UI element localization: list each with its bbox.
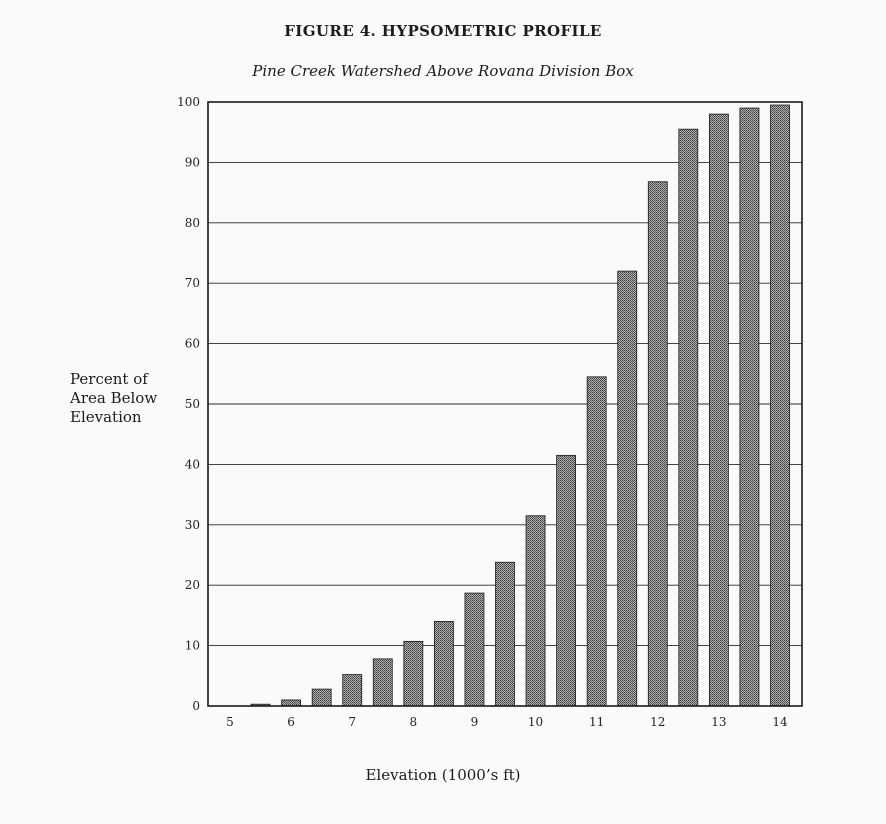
x-tick-layer [226, 715, 788, 729]
bar-layer [251, 105, 789, 706]
x-tick-label: 6 [287, 715, 295, 729]
bar [771, 105, 790, 706]
y-tick-label: 80 [184, 215, 200, 230]
bar [709, 114, 728, 706]
y-axis-label-line-1: Percent of [70, 370, 148, 388]
bar [373, 659, 392, 706]
x-tick-label: 13 [711, 715, 727, 729]
bar [740, 108, 759, 706]
y-tick-label: 90 [184, 155, 200, 170]
bar [526, 516, 545, 706]
bar [679, 129, 698, 706]
bar [587, 377, 606, 706]
y-axis-label-line-2: Area Below [70, 389, 158, 407]
x-tick-label: 11 [589, 715, 605, 729]
y-tick-layer [177, 95, 200, 713]
y-tick-label: 0 [192, 699, 200, 713]
chart-title: FIGURE 4. HYPSOMETRIC PROFILE [284, 22, 602, 40]
y-tick-label: 50 [184, 397, 200, 411]
y-tick-label: 40 [184, 457, 200, 472]
x-axis-label: Elevation (1000’s ft) [365, 766, 521, 784]
y-tick-label: 20 [184, 578, 200, 593]
bar [282, 700, 301, 706]
y-tick-label: 70 [184, 276, 200, 291]
x-tick-label: 5 [226, 715, 234, 729]
x-tick-label: 8 [409, 715, 418, 729]
x-tick-label: 10 [527, 715, 544, 729]
x-tick-label: 14 [772, 715, 788, 729]
bar [557, 455, 576, 706]
y-tick-label: 10 [184, 638, 200, 653]
x-tick-label: 12 [650, 715, 666, 729]
bar [343, 675, 362, 706]
bar [434, 621, 453, 706]
bar [618, 271, 637, 706]
y-tick-label: 30 [184, 517, 200, 532]
x-tick-label: 7 [348, 715, 357, 729]
bar [312, 689, 331, 706]
bar [465, 593, 484, 706]
y-tick-label: 100 [177, 95, 200, 109]
bar [648, 182, 667, 706]
y-tick-label: 60 [184, 336, 200, 351]
bar [404, 641, 423, 706]
chart-subtitle: Pine Creek Watershed Above Rovana Division Box [252, 62, 634, 80]
y-axis-label-line-3: Elevation [70, 408, 142, 426]
bar [496, 562, 515, 706]
x-tick-label: 9 [470, 715, 479, 729]
